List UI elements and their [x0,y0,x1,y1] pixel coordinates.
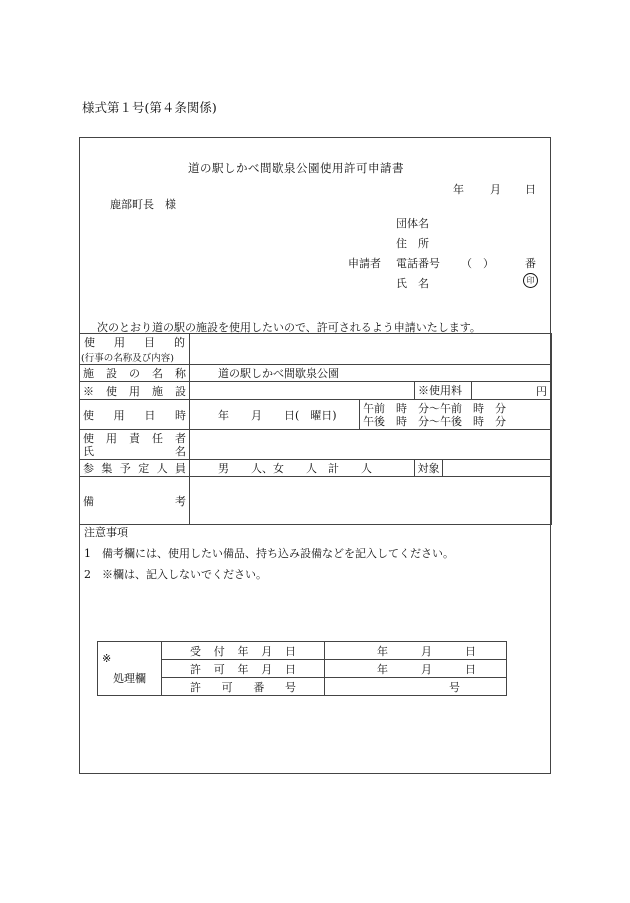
application-table [79,333,552,525]
processing-row-label: 受付年月日 [162,642,325,660]
attendees-row [80,460,552,477]
target-field[interactable] [443,460,552,477]
purpose-field[interactable] [190,334,552,365]
responsible-field[interactable] [190,430,552,460]
facility-name-value: 道の駅しかべ間歇泉公園 [190,365,552,382]
phone-suffix: 番 [525,257,536,270]
datetime-value[interactable]: 年 月 日( 曜日) [190,400,360,430]
notes-title: 注意事項 [84,526,128,539]
facility-use-field[interactable] [190,382,415,400]
date-day: 日 [525,183,536,196]
processing-row-label: 許可年月日 [162,660,325,678]
application-form [79,137,551,774]
processing-title: 処理欄 [113,671,146,685]
processing-row-value[interactable]: 年 月 日 [325,660,507,678]
intro-text: 次のとおり道の駅の施設を使用したいので、許可されるよう申請いたします。 [97,321,481,334]
facility-use-label: ※使用施設 [80,382,190,400]
attendees-value[interactable]: 男 人、女 人 計 人 [190,460,415,477]
facility-name-label: 施設の名称 [80,365,190,382]
datetime-label: 使用日時 [80,400,190,430]
datetime-row [80,400,552,430]
date-year: 年 [453,183,464,196]
purpose-label: 使用目的 (行事の名称及び内容) [80,334,190,365]
facility-name-row [80,365,552,382]
fee-cell [415,382,552,400]
name-label: 氏 名 [396,277,429,290]
fee-unit[interactable]: 円 [536,384,547,398]
responsible-row [80,430,552,460]
time-am: 午前 時 分～午前 時 分 [363,401,506,415]
time-range[interactable] [360,400,552,430]
remarks-field[interactable] [190,477,552,525]
phone-label: 電話番号 [396,257,440,270]
note-item: 1 備考欄には、使用したい備品、持ち込み設備などを記入してください。 [84,547,454,560]
facility-use-row [80,382,552,400]
processing-label [98,642,162,696]
address-label: 住 所 [396,237,429,250]
processing-row-value[interactable]: 年 月 日 [325,642,507,660]
processing-row-value[interactable]: 号 [325,678,507,696]
processing-mark: ※ [102,651,112,665]
time-pm: 午後 時 分～午後 時 分 [363,414,506,428]
responsible-label: 使用責任者 氏名 [80,430,190,460]
phone-paren: （ ） [461,257,494,270]
addressee: 鹿部町長 様 [110,198,176,211]
seal-mark-icon: 印 [523,273,538,288]
processing-row-label: 許可番号 [162,678,325,696]
processing-row [98,642,507,660]
processing-table [97,641,507,696]
form-title: 道の駅しかべ間歇泉公園使用許可申請書 [188,161,404,175]
note-item: 2 ※欄は、記入しないでください。 [84,568,267,581]
form-number-label: 様式第１号(第４条関係) [82,100,217,115]
date-month: 月 [490,183,501,196]
remarks-row [80,477,552,525]
fee-label: ※使用料 [415,382,472,399]
target-label: 対象 [415,460,443,477]
applicant-label: 申請者 [348,257,381,270]
purpose-row [80,334,552,365]
remarks-label: 備考 [80,477,190,525]
attendees-label: 参集予定人員 [80,460,190,477]
group-name-label: 団体名 [396,217,429,230]
